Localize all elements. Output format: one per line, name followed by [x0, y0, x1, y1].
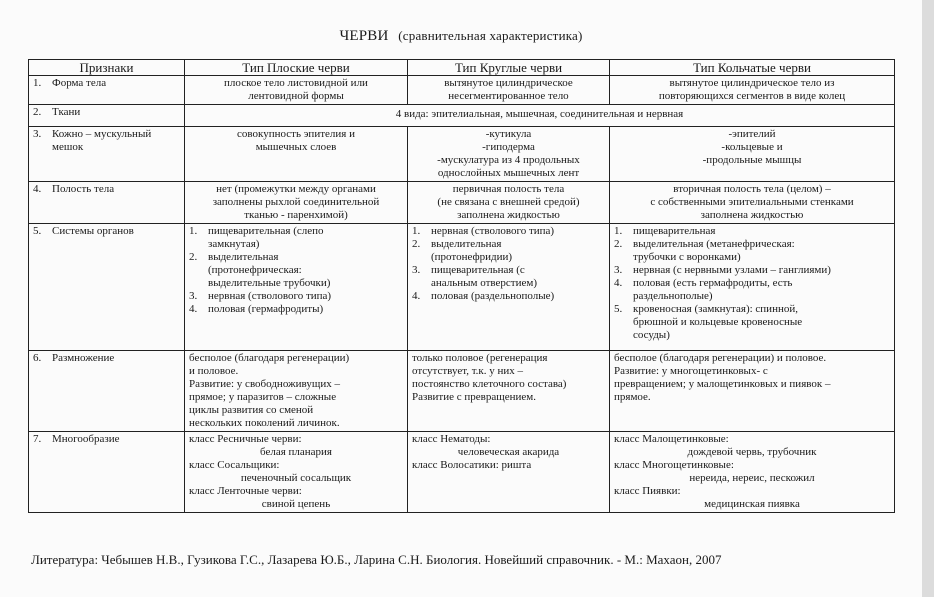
cell-line: совокупность эпителия и [237, 128, 355, 140]
cell-line: -кольцевые и [721, 141, 783, 153]
class-name: класс Ленточные черви: [189, 485, 302, 497]
roundworm-cell [408, 224, 610, 351]
annelid-cell [610, 351, 895, 432]
feature-label: Кожно – мускульный [52, 128, 152, 140]
flatworm-cell [185, 351, 408, 432]
page-title [0, 28, 922, 45]
table-row-diversity [29, 432, 895, 513]
list-item: 4. половая (раздельнополые) [412, 290, 555, 302]
cell-line: с собственными эпителиальными стенками [650, 196, 854, 208]
class-name: класс Ресничные черви: [189, 433, 302, 445]
cell-line: прямое; у паразитов – сложные [189, 391, 337, 403]
cell-line: заполнена жидкостью [700, 209, 804, 221]
table-header-row [29, 60, 895, 76]
row-number: 2. [33, 106, 42, 118]
list-item: 3. нервная (стволового типа) [189, 290, 332, 302]
cell-line: -гиподерма [482, 141, 535, 153]
feature-label: Размножение [52, 352, 115, 364]
class-example: печеночный сосальщик [240, 472, 352, 484]
cell-line: бесполое (благодаря регенерации) и половое. [614, 352, 827, 364]
cell-line: Развитие: у многощетинковых- с [614, 365, 768, 377]
feature-cell [29, 76, 185, 105]
cell-line: нескольких поколений личинок. [189, 417, 340, 429]
title-subtitle: (сравнительная характеристика) [398, 28, 583, 43]
cell-line: (не связана с внешней средой) [437, 196, 580, 208]
row-number: 3. [33, 128, 42, 140]
cell-line: заполнена жидкостью [457, 209, 560, 221]
cell-line: отсутствует, т.к. у них – [412, 365, 524, 377]
header-annelids: Тип Кольчатые черви [610, 60, 895, 76]
class-name: класс Нематоды: [412, 433, 491, 445]
row-number: 5. [33, 225, 42, 237]
list-item: 5. кровеносная (замкнутая): спинной, брюшной и кольцевые кровеносные сосуды) [614, 303, 803, 341]
tissues-cell: 4 вида: эпителиальная, мышечная, соединительная и нервная [185, 105, 895, 127]
cell-line: вторичная полость тела (целом) – [673, 183, 831, 195]
page-edge [922, 0, 934, 597]
cell-line: бесполое (благодаря регенерации) [189, 352, 350, 364]
comparison-table [28, 59, 895, 513]
class-example: свиной цепень [261, 498, 331, 510]
table-row-reproduction [29, 351, 895, 432]
roundworm-cell [408, 432, 610, 513]
cell-line: нет (промежутки между органами [216, 183, 376, 195]
header-flatworms: Тип Плоские черви [185, 60, 408, 76]
annelid-cell [610, 432, 895, 513]
cell-line: постоянство клеточного состава) [412, 378, 567, 390]
cell-line: -кутикула [485, 128, 532, 140]
feature-cell [29, 224, 185, 351]
class-example: нереида, нереис, пескожил [689, 472, 815, 484]
feature-label: Ткани [52, 106, 81, 118]
class-name: класс Сосальщики: [189, 459, 280, 471]
class-example: дождевой червь, трубочник [687, 446, 817, 458]
title-main: ЧЕРВИ [339, 28, 389, 44]
row-number: 4. [33, 183, 42, 195]
cell-line: только половое (регенерация [412, 352, 548, 364]
feature-label: Форма тела [52, 77, 107, 89]
class-example: белая планария [260, 446, 332, 458]
cell-line: мышечных слоев [255, 141, 337, 153]
table-row-body-shape [29, 76, 895, 105]
cell-line: Развитие с превращением. [412, 391, 536, 403]
cell-line: тканью - паренхимой) [244, 209, 348, 221]
class-name: класс Волосатики: ришта [412, 459, 532, 471]
cell-line: лентовидной формы [248, 90, 344, 102]
roundworm-cell [408, 351, 610, 432]
feature-label: Системы органов [52, 225, 134, 237]
cell-line: -мускулатура из 4 продольных [437, 154, 580, 166]
header-roundworms: Тип Круглые черви [408, 60, 610, 76]
list-item: 1. нервная (стволового типа) [412, 225, 555, 237]
annelid-cell [610, 224, 895, 351]
list-item: 2. выделительная (метанефрическая: трубочки с воронками) [614, 238, 795, 263]
flatworm-cell [185, 432, 408, 513]
cell-line: вытянутое цилиндрическое [444, 77, 573, 89]
cell-line: превращением; у малощетинковых и пиявок – [614, 378, 831, 390]
cell-line: -эпителий [728, 128, 776, 140]
roundworm-cell [408, 76, 610, 105]
list-item: 1. пищеварительная (слепо замкнутая) [189, 225, 324, 250]
roundworm-cell [408, 127, 610, 182]
row-number: 1. [33, 77, 42, 89]
class-name: класс Пиявки: [614, 485, 681, 497]
feature-label: Полость тела [52, 183, 115, 195]
feature-cell [29, 105, 185, 127]
header-features: Признаки [29, 60, 185, 76]
list-item: 4. половая (есть гермафродиты, есть раздельнополые) [614, 277, 793, 302]
roundworm-cell [408, 182, 610, 224]
cell-line: вытянутое цилиндрическое тело из [669, 77, 835, 89]
flatworm-cell [185, 127, 408, 182]
flatworm-cell [185, 182, 408, 224]
list-item: 2. выделительная (протонефридии) [412, 238, 513, 263]
cell-line: и половое. [189, 365, 239, 377]
list-item: 2. выделительная (протонефрическая: выделительные трубочки) [189, 251, 331, 289]
list-item: 3. нервная (с нервными узлами – ганглиями) [614, 264, 831, 276]
flatworm-cell [185, 224, 408, 351]
feature-label: мешок [52, 141, 84, 153]
feature-cell [29, 432, 185, 513]
feature-cell [29, 351, 185, 432]
feature-cell [29, 182, 185, 224]
class-name: класс Многощетинковые: [614, 459, 734, 471]
list-item: 1. пищеварительная [614, 225, 716, 237]
class-name: класс Малощетинковые: [614, 433, 729, 445]
flatworm-cell [185, 76, 408, 105]
table-row-tissues [29, 105, 895, 127]
table-row-skin-muscle-sac [29, 127, 895, 182]
literature-reference: Литература: Чебышев Н.В., Гузикова Г.С., Лазарева Ю.Б., Ларина С.Н. Биология. Новейший справочник. - М.: Махаон, 2007 [31, 552, 722, 567]
cell-line: первичная полость тела [452, 183, 565, 195]
cell-line: несегментированное тело [448, 90, 569, 102]
table-row-body-cavity [29, 182, 895, 224]
list-item: 4. половая (гермафродиты) [189, 303, 324, 315]
row-number: 7. [33, 433, 42, 445]
cell-line: -продольные мышцы [702, 154, 802, 166]
cell-line: циклы развития со сменой [189, 404, 314, 416]
cell-line: повторяющихся сегментов в виде колец [658, 90, 846, 102]
cell-line: однослойных мышечных лент [437, 167, 580, 179]
cell-line: прямое. [614, 391, 651, 403]
class-example: человеческая акарида [457, 446, 560, 458]
row-number: 6. [33, 352, 42, 364]
cell-line: плоское тело листовидной или [224, 77, 368, 89]
cell-line: Развитие: у свободноживущих – [189, 378, 340, 390]
class-example: медицинская пиявка [704, 498, 800, 510]
cell-line: заполнены рыхлой соединительной [212, 196, 380, 208]
feature-cell [29, 127, 185, 182]
annelid-cell [610, 182, 895, 224]
feature-label: Многообразие [52, 433, 120, 445]
annelid-cell [610, 127, 895, 182]
list-item: 3. пищеварительная (с анальным отверстием) [412, 264, 537, 289]
table-row-organ-systems [29, 224, 895, 351]
annelid-cell [610, 76, 895, 105]
